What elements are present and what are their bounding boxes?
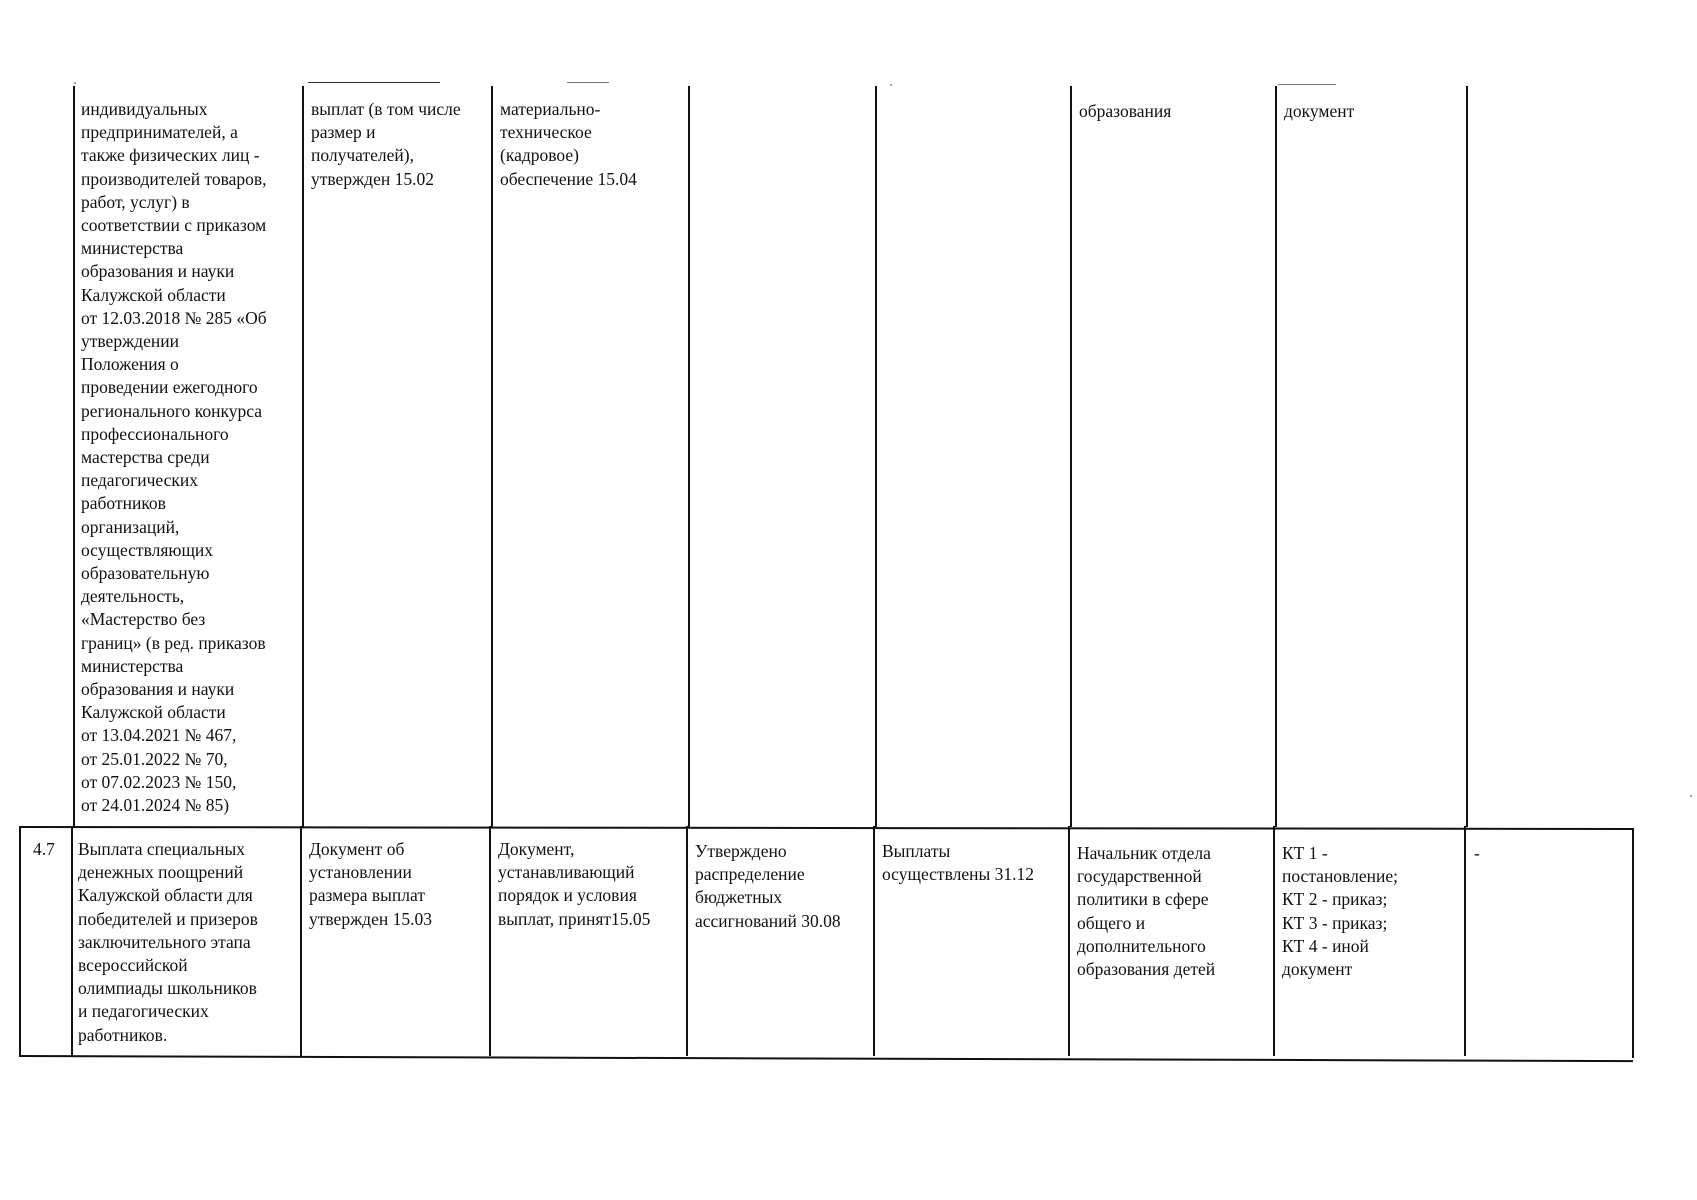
control-point-1-cell: выплат (в том числе размер и получателей), утвержден 15.02 [311,99,461,189]
table-column-border [73,86,75,827]
table-column-border [300,826,302,1056]
table-column-border [1275,86,1277,827]
table-column-border [686,826,688,1056]
table-column-border [489,826,491,1056]
event-name-cell: индивидуальных предпринимателей, а также физических лиц - производителей товаров, работ, услуг) в соответствии с приказом министерства образования и науки Калужской области от 12.03.2018 № 285 «Об утверждении Положения о проведении ежегодного регионального конкурса профессионального мастерства среди педагогических работников организаций, осуществляющих образовательную деятельность, «Мастерство без границ» (в ред. приказов министерства образования и науки Калужской области от 13.04.2021 № 467, от 25.01.2022 № 70, от 07.02.2023 № 150, от 24.01.2024 № 85) [81,99,267,816]
table-column-border [491,86,493,827]
event-name-cell: Выплата специальных денежных поощрений Калужской области для победителей и призеров заключительного этапа всероссийской олимпиады школьников и педагогических работников. [78,839,258,1045]
table-column-border [71,826,73,1056]
note-cell: - [1474,843,1480,863]
responsible-cell: образования [1079,101,1172,121]
scan-fragment [567,82,609,83]
control-point-4-cell: Выплаты осуществлены 31.12 [882,841,1034,885]
scan-fragment [308,82,440,83]
table-bottom-border [19,1055,1633,1062]
scan-fragment [1278,84,1336,85]
table-column-border [688,86,690,827]
control-point-2-cell: материально- техническое (кадровое) обеспечение 15.04 [500,99,637,189]
responsible-cell: Начальник отдела государственной политики в сфере общего и дополнительного образования детей [1077,843,1216,980]
row-number-cell: 4.7 [33,839,55,859]
table-column-border [1273,826,1275,1056]
table-left-border [19,826,21,1056]
table-column-border [302,86,304,827]
scan-speck [74,82,76,84]
table-column-border [875,86,877,827]
table-column-border [1466,86,1468,827]
table-column-border [1464,826,1466,1056]
control-point-3-cell: Утверждено распределение бюджетных ассигнований 30.08 [695,841,841,931]
table-row-separator [19,826,1633,830]
scan-speck [1690,795,1692,797]
control-point-1-cell: Документ об установлении размера выплат утвержден 15.03 [309,839,432,929]
table-column-border [1070,86,1072,827]
table-column-border [1068,826,1070,1056]
scan-speck [890,84,892,86]
document-type-cell: КТ 1 - постановление; КТ 2 - приказ; КТ 3 - приказ; КТ 4 - иной документ [1282,843,1398,980]
control-point-2-cell: Документ, устанавливающий порядок и условия выплат, принят15.05 [498,839,651,929]
table-right-border [1632,828,1634,1058]
table-column-border [873,826,875,1056]
document-type-cell: документ [1284,101,1355,121]
